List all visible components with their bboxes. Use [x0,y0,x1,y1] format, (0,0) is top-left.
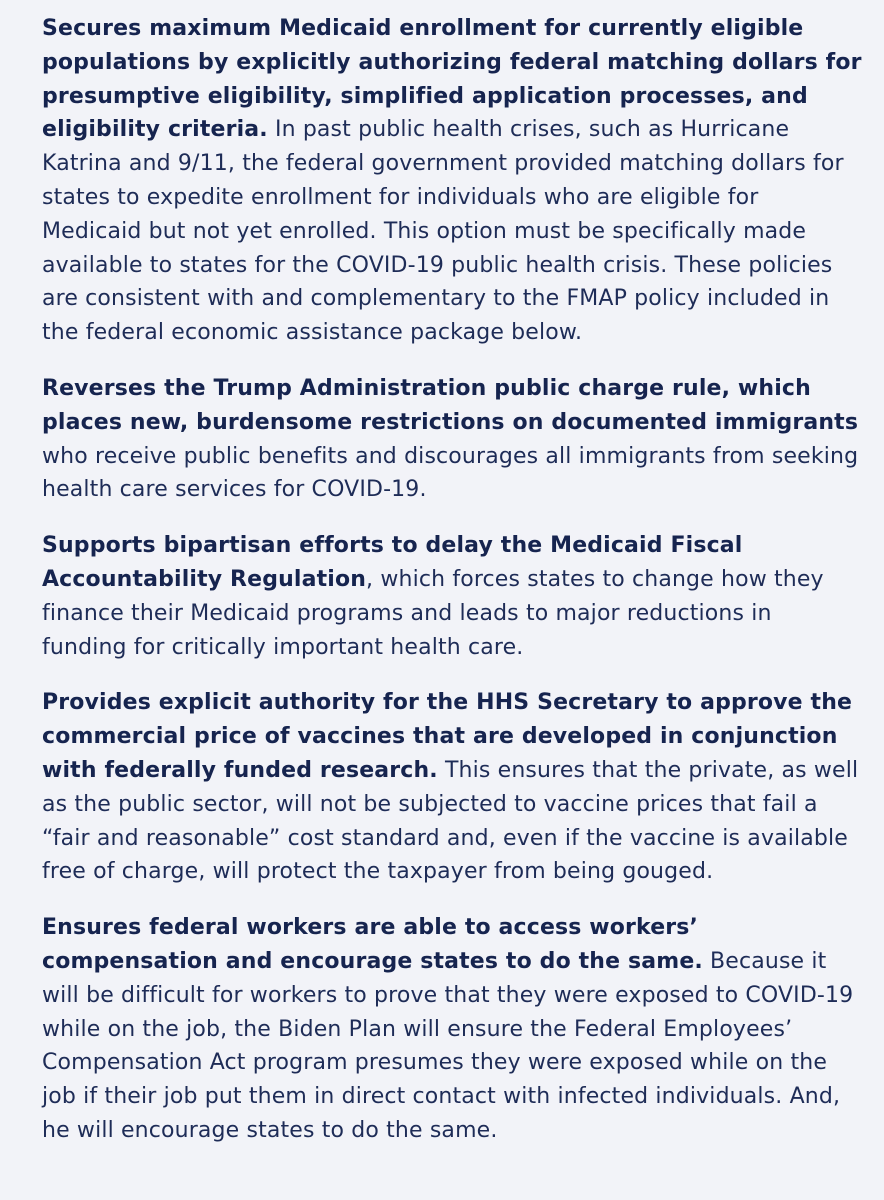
policy-item-body: who receive public benefits and discourages all immigrants from seeking health care services for COVID-19. [42,443,859,503]
policy-item-lead: Supports bipartisan efforts to delay the Medicaid Fiscal Accountability Regulation [42,533,743,592]
policy-item-body: In past public health crises, such as Hurricane Katrina and 9/11, the federal government provided matching dollars for states to expedite enrollment for individuals who are eligible for Medicaid but not yet enrolled. This option must be specifically made available to states for the COVID-19 public health crisis. These policies are consistent with and complementary to the FMAP policy included in the federal economic assistance package below. [42,117,844,346]
policy-item-body: Because it will be difficult for workers to prove that they were exposed to COVID-19 while on the job, the Biden Plan will ensure the Federal Employees’ Compensation Act program presumes they were exposed while on the job if their job put them in direct contact with infected individuals. And, he will encourage states to do the same. [42,948,854,1143]
policy-item-body: This ensures that the private, as well as the public sector, will not be subjected to vaccine prices that fail a “fair and reasonable” cost standard and, even if the vaccine is available free of charge, will protect the taxpayer from being gouged. [42,757,859,885]
policy-item-body: , which forces states to change how they finance their Medicaid programs and leads to major reductions in funding for critically important health care. [42,566,824,660]
policy-item-workers-compensation [42,911,862,1148]
policy-item-lead: Reverses the Trump Administration public charge rule, which places new, burdensome restrictions on documented immigrants [42,375,859,435]
policy-item-vaccine-pricing [42,686,862,889]
policy-item-public-charge [42,372,862,507]
policy-item-lead: Provides explicit authority for the HHS Secretary to approve the commercial price of vaccines that are developed in conjunction with federally funded research. [42,690,853,783]
policy-item-medicaid-enrollment [42,12,862,350]
policy-item-lead: Secures maximum Medicaid enrollment for currently eligible populations by explicitly authorizing federal matching dollars for presumptive eligibility, simplified application processes, and eligibility criteria. [42,16,862,143]
policy-item-medicaid-fiscal [42,529,862,664]
policy-item-lead: Ensures federal workers are able to access workers’ compensation and encourage states to do the same. [42,915,703,974]
